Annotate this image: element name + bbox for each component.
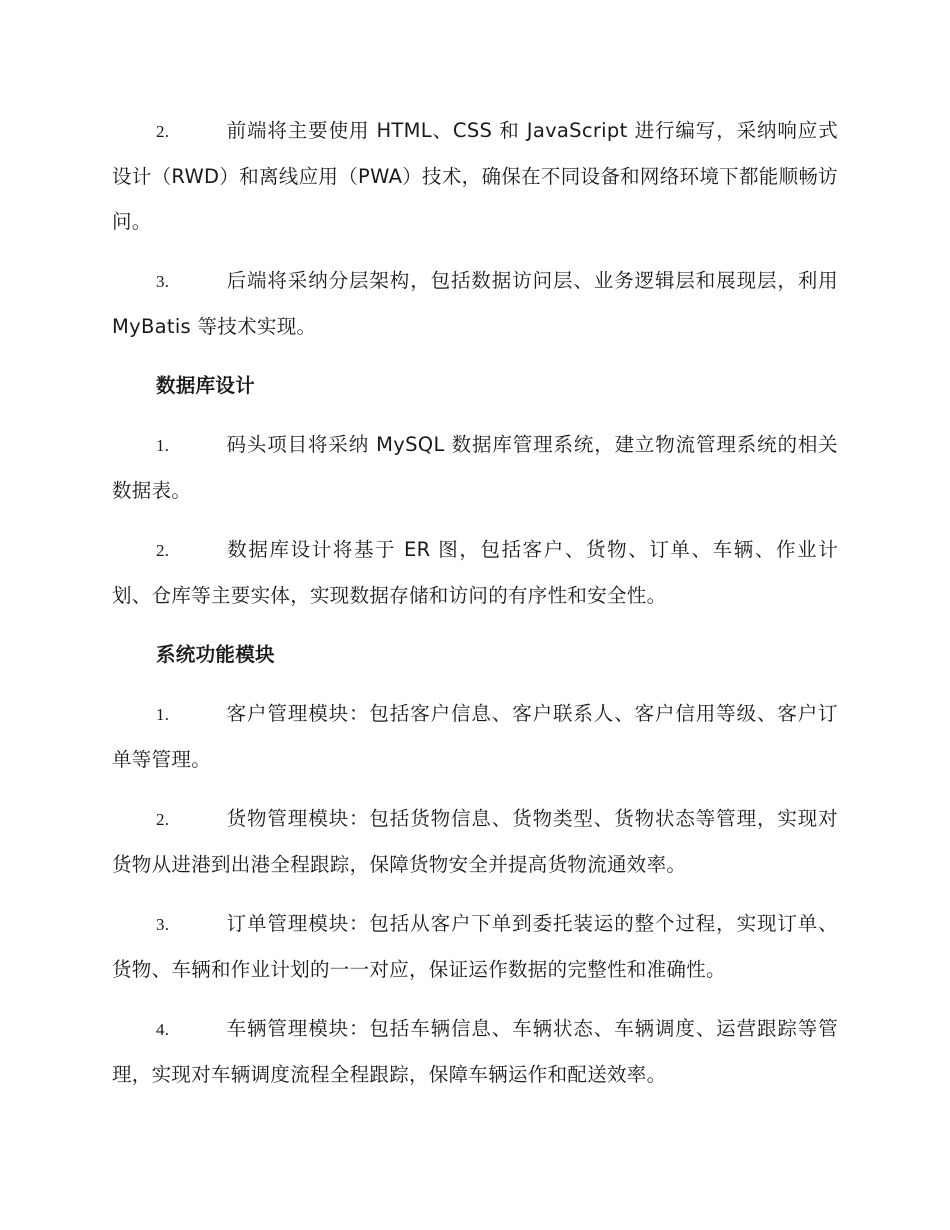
section-heading-system-modules: 系统功能模块 [156,643,275,666]
list-item [112,691,838,782]
list-item [112,1006,838,1097]
list-number: 1. [156,436,170,455]
list-item [112,258,838,349]
list-number: 3. [156,915,170,934]
document-body [112,108,838,1111]
list-item [112,422,838,513]
list-item [112,108,838,244]
list-text: 车辆管理模块：包括车辆信息、车辆状态、车辆调度、运营跟踪等管理，实现对车辆调度流程全程跟踪，保障车辆运作和配送效率。 [112,1017,838,1086]
section-heading-database-design: 数据库设计 [156,374,256,397]
list-number: 4. [156,1020,170,1039]
list-number: 2. [156,541,170,560]
list-text: 码头项目将采纳 MySQL 数据库管理系统，建立物流管理系统的相关数据表。 [112,433,838,502]
list-item [112,796,838,887]
list-text: 货物管理模块：包括货物信息、货物类型、货物状态等管理，实现对货物从进港到出港全程跟踪，保障货物安全并提高货物流通效率。 [112,807,838,876]
list-text: 数据库设计将基于 ER 图，包括客户、货物、订单、车辆、作业计划、仓库等主要实体，实现数据存储和访问的有序性和安全性。 [112,538,838,607]
list-number: 3. [156,272,170,291]
list-text: 后端将采纳分层架构，包括数据访问层、业务逻辑层和展现层，利用 MyBatis 等技术实现。 [112,269,838,338]
list-text: 前端将主要使用 HTML、CSS 和 JavaScript 进行编写，采纳响应式设计（RWD）和离线应用（PWA）技术，确保在不同设备和网络环境下都能顺畅访问。 [112,119,838,233]
list-number: 2. [156,122,170,141]
list-text: 客户管理模块：包括客户信息、客户联系人、客户信用等级、客户订单等管理。 [112,702,838,771]
list-item [112,527,838,618]
list-number: 2. [156,810,170,829]
list-item [112,901,838,992]
list-number: 1. [156,705,170,724]
list-text: 订单管理模块：包括从客户下单到委托装运的整个过程，实现订单、货物、车辆和作业计划的一一对应，保证运作数据的完整性和准确性。 [112,912,838,981]
